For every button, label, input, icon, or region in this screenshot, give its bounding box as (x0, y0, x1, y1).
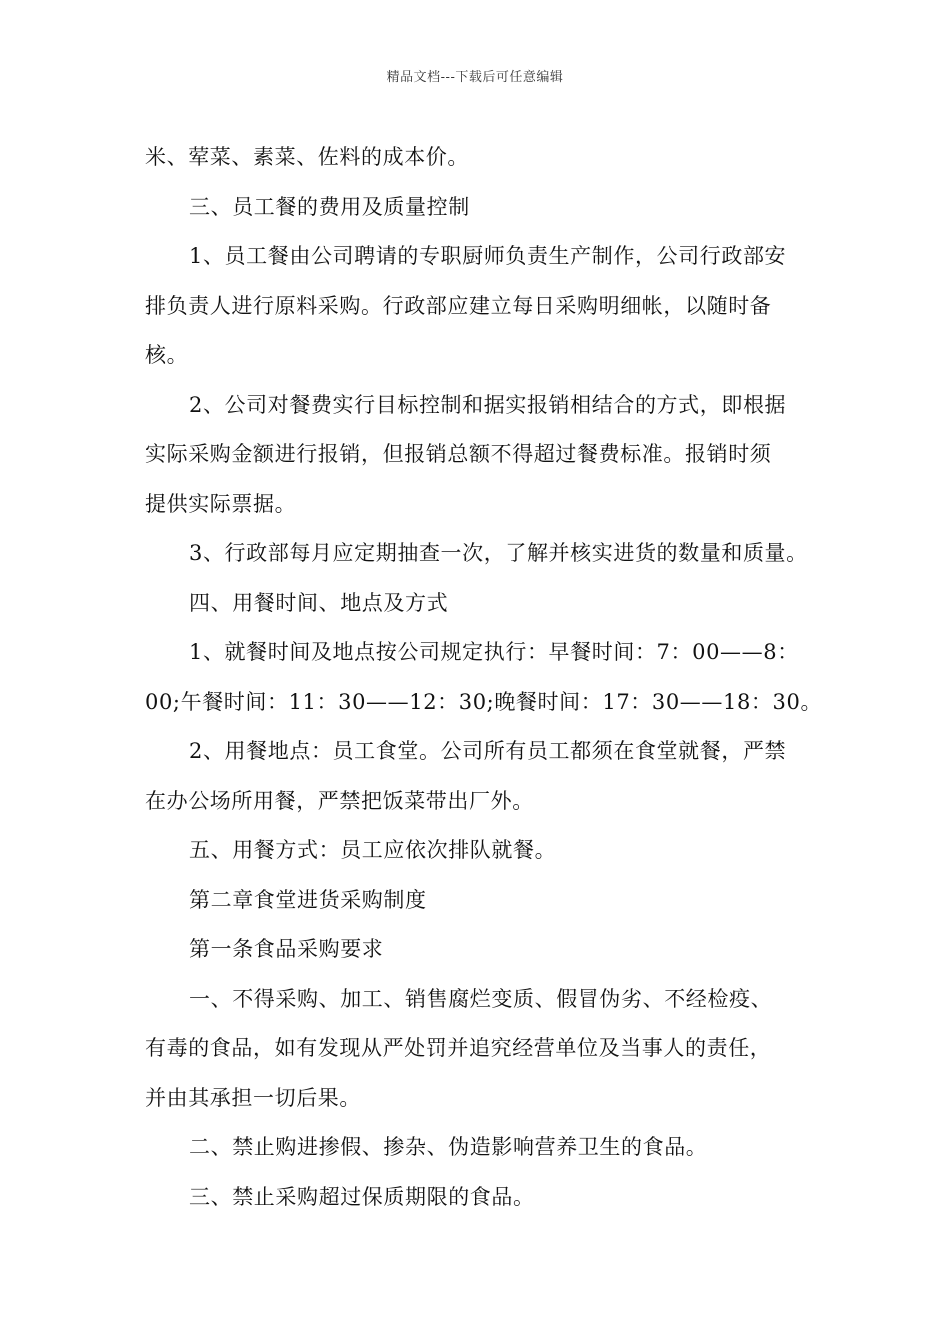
text-line: 1、就餐时间及地点按公司规定执行：早餐时间：7：00——8： (189, 640, 799, 664)
text-line: 2、用餐地点：员工食堂。公司所有员工都须在食堂就餐，严禁 (189, 739, 787, 763)
text-line: 核。 (145, 343, 189, 367)
section-heading: 五、用餐方式：员工应依次排队就餐。 (189, 838, 557, 862)
section-heading: 三、员工餐的费用及质量控制 (189, 194, 470, 219)
text-line: 提供实际票据。 (145, 491, 297, 516)
text-line: 有毒的食品，如有发现从严处罚并追究经营单位及当事人的责任， (145, 1036, 772, 1060)
text-line: 2、公司对餐费实行目标控制和据实报销相结合的方式，即根据 (189, 392, 787, 417)
text-line: 00;午餐时间：11：30——12：30;晚餐时间：17：30——18：30。 (145, 689, 823, 714)
text-line: 一、不得采购、加工、销售腐烂变质、假冒伪劣、不经检疫、 (189, 986, 773, 1011)
text-line: 二、禁止购进掺假、掺杂、伪造影响营养卫生的食品。 (189, 1135, 708, 1159)
document-body (145, 133, 823, 1222)
text-line: 并由其承担一切后果。 (145, 1085, 361, 1110)
text-line: 米、荤菜、素菜、佐料的成本价。 (145, 145, 469, 169)
chapter-heading: 第二章食堂进货采购制度 (189, 887, 427, 912)
article-heading: 第一条食品采购要求 (189, 937, 384, 961)
text-line: 三、禁止采购超过保质期限的食品。 (189, 1184, 535, 1209)
text-line: 3、行政部每月应定期抽查一次，了解并核实进货的数量和质量。 (189, 541, 808, 565)
text-line: 排负责人进行原料采购。行政部应建立每日采购明细帐，以随时备 (145, 293, 772, 318)
text-line: 在办公场所用餐，严禁把饭菜带出厂外。 (145, 788, 534, 813)
page-header: 精品文档---下载后可任意编辑 (386, 70, 564, 85)
section-heading: 四、用餐时间、地点及方式 (189, 590, 449, 615)
text-line: 1、员工餐由公司聘请的专职厨师负责生产制作，公司行政部安 (189, 244, 787, 268)
text-line: 实际采购金额进行报销，但报销总额不得超过餐费标准。报销时须 (145, 442, 772, 466)
